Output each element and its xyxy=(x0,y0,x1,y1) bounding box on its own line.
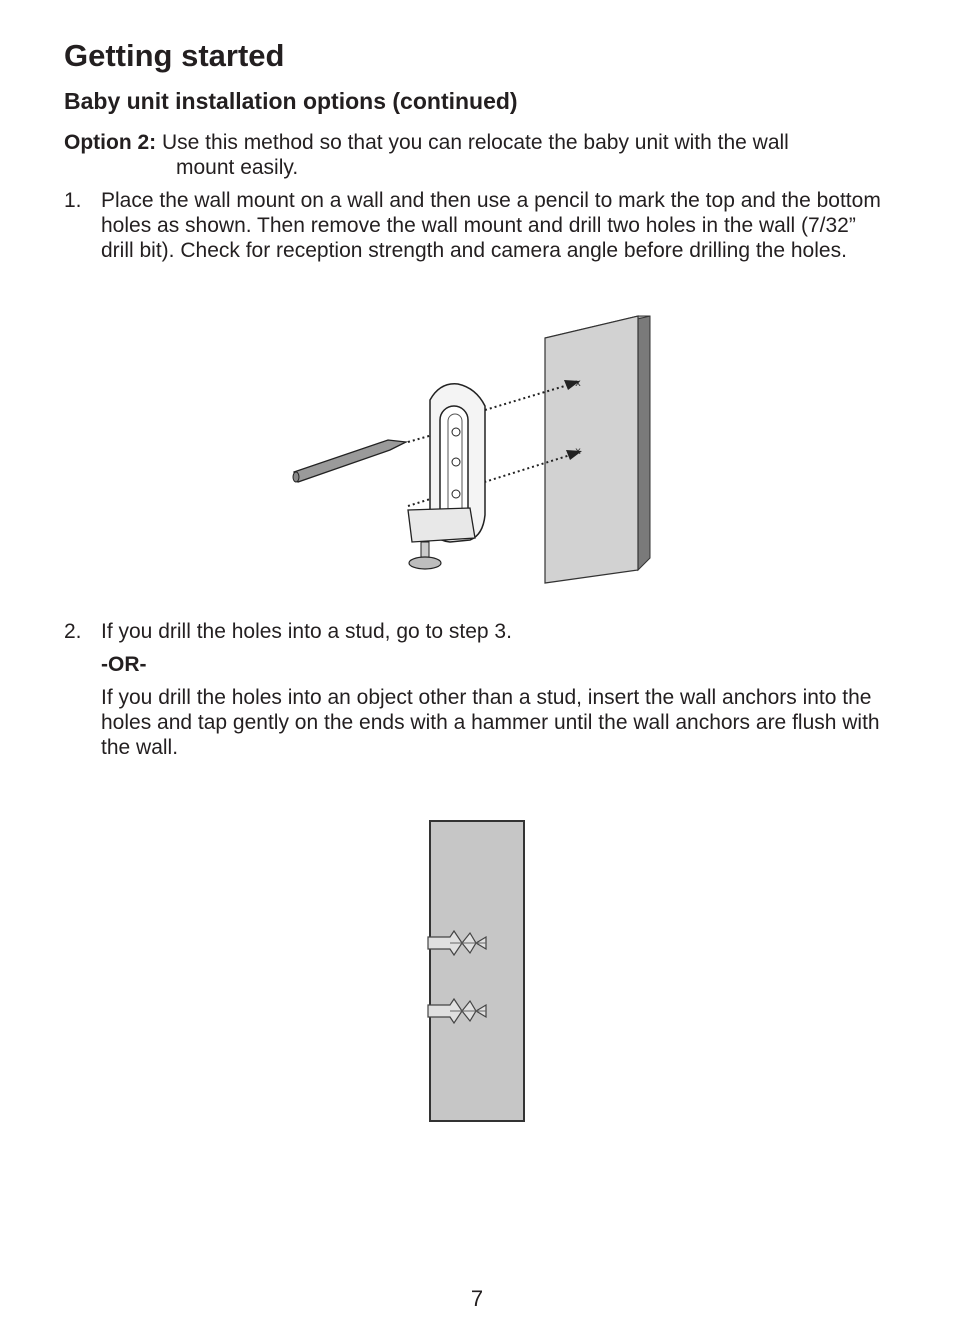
step-2 xyxy=(64,619,894,644)
option-paragraph xyxy=(64,130,904,180)
wall-mount-top-hole xyxy=(452,428,460,436)
wall-mount-base xyxy=(408,508,475,542)
wall-mount-middle-hole xyxy=(452,458,460,466)
step-2-number: 2. xyxy=(64,620,82,643)
wall-section xyxy=(430,821,524,1121)
section-title: Baby unit installation options (continued) xyxy=(64,88,518,114)
wall-mount-marking-illustration xyxy=(280,310,660,590)
wall-panel-front xyxy=(545,316,638,583)
mount-knob xyxy=(409,557,441,569)
wall-mount-bottom-hole xyxy=(452,490,460,498)
option-text-line2: mount easily. xyxy=(176,156,299,179)
option-label: Option 2: xyxy=(64,131,157,154)
option-text-line1: Use this method so that you can relocate the baby unit with the wall xyxy=(162,131,789,154)
step-2-alternative-text: If you drill the holes into an object other than a stud, insert the wall anchors into the holes and tap gently on the ends with a hammer until the wall anchors are flush with the wall. xyxy=(101,686,880,759)
step-1-number: 1. xyxy=(64,189,82,212)
pencil-icon xyxy=(294,440,406,482)
step-1 xyxy=(64,188,894,263)
top-mark-icon: x xyxy=(575,378,581,389)
or-separator: -OR- xyxy=(101,653,147,676)
wall-anchor-illustration xyxy=(420,815,540,1130)
page-number: 7 xyxy=(470,1286,484,1311)
step-1-text: Place the wall mount on a wall and then use a pencil to mark the top and the bottom holes as shown. Then remove the wall mount and drill two holes in the wall (7/32” drill bit). Check for reception strength and camera angle before drilling the holes. xyxy=(101,189,881,262)
wall-panel-side xyxy=(638,316,650,570)
pencil-end xyxy=(293,472,299,482)
mount-screw xyxy=(421,542,429,558)
step-2-text: If you drill the holes into a stud, go to step 3. xyxy=(101,620,512,643)
page-title: Getting started xyxy=(64,38,285,73)
